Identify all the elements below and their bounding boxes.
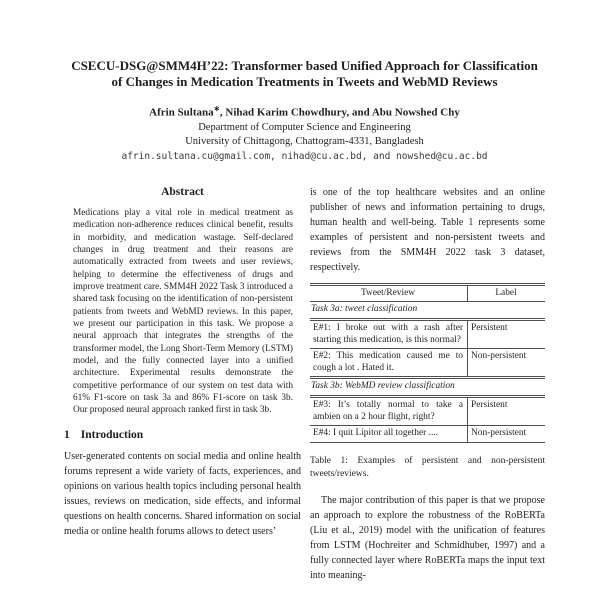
table-cell-e4-text: E#4: I quit Lipitor all together .... — [310, 426, 468, 443]
abstract-heading: Abstract — [161, 185, 204, 198]
table-section-task3a-label: Task 3a: tweet classification — [311, 304, 418, 315]
table-header-label: Label — [495, 287, 517, 298]
table-cell-e4-label: Non-persistent — [471, 428, 527, 439]
section-heading-introduction — [64, 429, 301, 441]
table1-caption: Table 1: Examples of persistent and non-persistent tweets/reviews. — [310, 455, 545, 479]
two-column-body — [64, 184, 545, 583]
author-first: Afrin Sultana — [149, 106, 214, 119]
table-row-e3 — [310, 397, 545, 426]
table-header-tweet-review: Tweet/Review — [310, 284, 468, 302]
affiliation-department: Department of Computer Science and Engineering — [198, 121, 411, 133]
table-cell-e2-text: E#2: This medication caused me to cough a lot . Hated it. — [310, 349, 468, 378]
authors-rest: , Nihad Karim Chowdhury, and Abu Nowshed Chy — [219, 106, 460, 119]
table-row-e4 — [310, 426, 545, 443]
abstract-text: Medications play a vital role in medical treatment as medication non-adherence reduces clinical benefit, results in morbidity, and medication wastage. Self-declared changes in drug treatment and their reasons are automatically extracted from tweets and user reviews, helping to determine the effectiveness of drugs and improve treatment care. SMM4H 2022 Task 3 introduced a shared task focusing on the identification of non-persistent patients from tweets and WebMD reviews. In this paper, we present our participation in this task. We propose a neural approach that integrates the strengths of the transformer model, the Long Short-Term Memory (LSTM) model, and the fully connected layer into a unified architecture. Experimental results demonstrate the competitive performance of our system on test data with 61% F1-score on task 3a and 86% F1-score on task 3b. Our proposed neural approach ranked first in task 3b. — [73, 207, 293, 416]
table-section-task3b-label: Task 3b: WebMD review classification — [311, 381, 455, 392]
table-section-task3b — [310, 378, 545, 397]
continued-paragraph: is one of the top healthcare websites and an online publisher of news and information pertaining to drugs, human health and well-being. Table 1 represents some examples of persistent and non-persistent tweets and reviews from the SMM4H 2022 task 3 dataset, respectively. — [310, 186, 545, 273]
table-cell-e3-label: Persistent — [471, 400, 508, 410]
authors-line — [64, 102, 545, 120]
table-section-task3a — [310, 302, 545, 320]
contribution-paragraph: The major contribution of this paper is that we propose an approach to explore the robustness of the RoBERTa (Liu et al., 2019) model with the unification of features from LSTM (Hochreiter and Schmidhuber, 1997) and a fully connected layer where RoBERTa maps the input text into meaning- — [310, 494, 545, 581]
table-row-e2 — [310, 349, 545, 378]
table-row-e1 — [310, 320, 545, 349]
table-cell-e1-text: E#1: I broke out with a rash after starting this medication, is this normal? — [310, 320, 468, 349]
column-left — [64, 184, 301, 583]
table-cell-e1-label: Persistent — [471, 323, 508, 334]
introduction-paragraph: User-generated contents on social media and online health forums represent a wide variety of facts, experiences, and opinions on various health topics including personal health issues, reviews on medication, side effects, and informal questions on health concerns. Shared information on social media or online health forums allows to detect users’ — [64, 450, 301, 537]
column-right — [310, 184, 545, 583]
section-number: 1 — [64, 428, 70, 441]
section-title: Introduction — [80, 428, 144, 441]
examples-table — [310, 283, 545, 443]
affiliation-university: University of Chittagong, Chattogram-4331, Bangladesh — [185, 135, 424, 147]
table-header-row — [310, 284, 545, 302]
author-emails: afrin.sultana.cu@gmail.com, nihad@cu.ac.bd, and nowshed@cu.ac.bd — [121, 150, 488, 162]
table-cell-e2-label: Non-persistent — [471, 351, 527, 362]
table-cell-e3-text: E#3: It’s totally normal to take a ambien on a 2 hour flight, right? — [310, 397, 468, 426]
author-footnote-mark: ∗ — [213, 104, 220, 114]
paper-title: CSECU-DSG@SMM4H’22: Transformer based Unified Approach for Classification of Changes in Medication Treatments in Tweets and WebMD Reviews — [71, 58, 538, 89]
